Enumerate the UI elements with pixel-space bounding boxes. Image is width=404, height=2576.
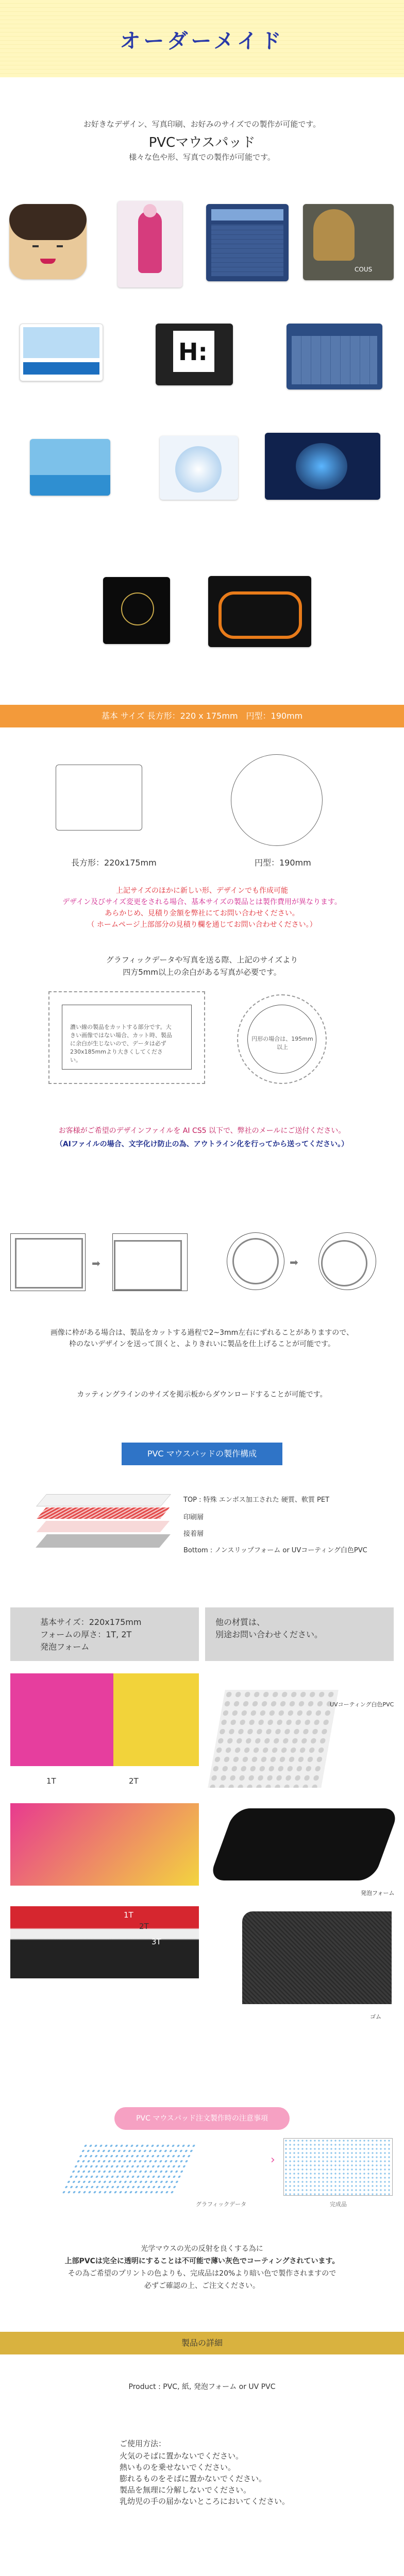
page-title: オーダーメイド: [120, 29, 284, 53]
circle-label: 円型：190mm: [255, 858, 311, 868]
circle-shape: [231, 754, 323, 846]
rect-shape: [56, 765, 142, 831]
sample-schedule-pad: [206, 204, 289, 281]
size-note-2: デザイン及びサイズ変更をされる場合、基本サイズの製品とは製作費用が異なります。: [62, 898, 342, 906]
foam-pad-sample: [209, 1808, 400, 1880]
finished-label: 完成品: [330, 2201, 347, 2208]
stack-1t: 1T: [124, 1910, 133, 1920]
caution-line-1: 光学マウスの光の反射を良くする為に: [141, 2245, 263, 2253]
sample-figure-pad: [117, 201, 182, 287]
detail-product: Product : PVC, 紙, 発泡フォーム or UV PVC: [128, 2383, 276, 2391]
foam-stack: [10, 1906, 199, 1978]
material-left-1: 基本サイズ：220x175mm: [40, 1617, 142, 1627]
sample-grid-pad: [287, 324, 382, 389]
material-left-box: [10, 1607, 199, 1661]
layer-4: Bottom : ノンスリップフォーム or UVコーティング白色PVC: [183, 1547, 367, 1554]
file-line-1: お客様がご希望のデザインファイルを AI CS5 以下で、弊社のメールにご送付ください。: [58, 1127, 346, 1135]
usage-title: ご使用方法：: [120, 2439, 166, 2448]
product-name: PVCマウスパッド: [148, 135, 256, 150]
size-note-4: （ ホームページ上部部分の見積り欄を通じてお問い合わせください。）: [87, 921, 317, 929]
sample-orange-pad: [208, 576, 311, 647]
finished-sample: [283, 2138, 393, 2196]
foam-sample-2: [10, 1803, 199, 1886]
intro-line-1: お好きなデザイン、写真印刷、お好みのサイズでの製作が可能です。: [83, 120, 321, 129]
caution-line-3: その為ご希望のプリントの色よりも、完成品は20%より暗い色で製作されますので: [68, 2269, 336, 2278]
caution-bar: PVC マウスパッド注文製作時の注意事項: [114, 2107, 290, 2130]
material-right-1: 他の材質は、: [215, 1617, 265, 1627]
file-line-2: （AIファイルの場合、文字化け防止の為、アウトライン化を行ってから送ってください。）: [55, 1140, 349, 1148]
structure-bar: PVC マウスパッドの製作構成: [122, 1443, 282, 1465]
label-rubber: ゴム: [370, 2013, 381, 2020]
usage-item: 膨れるものをそばに置かないでください。: [120, 2474, 267, 2483]
uv-pvc-sample: [208, 1690, 339, 1788]
circle-bleed-note: 円形の場合は、195mm以上: [251, 1036, 313, 1050]
size-note-1: 上記サイズのほかに新しい形、デザインでも作成可能: [116, 887, 288, 895]
frame-circle-after: [318, 1232, 376, 1290]
usage-item: 熱いものを乗せないでください。: [120, 2463, 236, 2472]
graphic-line-2: 四方5mm以上の余白がある写真が必要です。: [123, 968, 281, 977]
sample-hn-pad: [156, 324, 233, 385]
stack-3t: 3T: [152, 1937, 161, 1946]
sample-sky-pad: [30, 439, 110, 496]
sample-galaxy-pad: [265, 433, 380, 500]
material-left-3: 発泡フォーム: [40, 1642, 90, 1652]
intro-line-2: 様々な色や形、写真での製作が可能です。: [129, 152, 275, 162]
sample-card-pad: [20, 324, 103, 381]
sample-blackjack-pad: [160, 436, 238, 500]
sample-dark-pad: [103, 577, 170, 644]
foam-pink: [10, 1673, 119, 1766]
rect-label: 長方形：220x175mm: [71, 858, 157, 868]
usage-list: [120, 2450, 290, 2507]
layer-2: 印刷層: [183, 1514, 204, 1521]
foam-yellow: [113, 1673, 199, 1766]
graphic-line-1: グラフィックデータや写真を送る際、上記のサイズより: [106, 955, 298, 964]
label-foam: 発泡フォーム: [361, 1890, 395, 1896]
layer-3: 接着層: [183, 1530, 204, 1538]
basic-size-bar: 基本 サイズ 長方形：220 x 175mm 円型：190mm: [0, 705, 404, 727]
rubber-sample: [242, 1911, 392, 2004]
cut-line-3: カッティングラインのサイズを掲示板からダウンロードすることが可能です。: [77, 1391, 327, 1399]
cut-line-2: 枠のないデザインを送って頂くと、よりきれいに製品を仕上げることが可能です。: [69, 1340, 335, 1348]
sample-face-pad: [9, 204, 87, 279]
material-right-2: 別途お問い合わせください。: [215, 1630, 323, 1639]
chevron-right-icon: ›: [271, 2154, 275, 2166]
sample-photo-text: COUS: [355, 266, 373, 273]
size-note-3: あらかじめ、見積り金額を弊社にてお問い合わせください。: [105, 909, 299, 918]
detail-bar: 製品の詳細: [0, 2332, 404, 2354]
layer-diagram: [31, 1494, 175, 1556]
stack-2t: 2T: [139, 1922, 149, 1931]
label-1t: 1T: [46, 1776, 56, 1786]
caution-line-4: 必ずご確認の上、ご注文ください。: [144, 2282, 260, 2290]
usage-item: 火気のそばに置かないでください。: [120, 2451, 244, 2461]
rect-bleed-note: 濃い線の製品をカットする部分です。大きい画像ではない場合、カット時、製品に余白が生じないので、データは必ず230x185mmより大きくしてください。: [70, 1024, 172, 1063]
graphic-data-label: グラフィックデータ: [196, 2201, 247, 2208]
usage-item: 製品を無理に分解しないでください。: [120, 2485, 251, 2495]
sample-hn-text: H:: [178, 338, 208, 366]
frame-rect-before: [10, 1233, 86, 1291]
material-left-2: フォームの厚さ：1T, 2T: [40, 1630, 132, 1639]
arrow-icon: ➡: [290, 1256, 298, 1268]
usage-item: 乳幼児の手の届かないところにおいてください。: [120, 2497, 290, 2506]
frame-rect-after: [112, 1233, 188, 1291]
rect-bleed-guide: [48, 991, 205, 1084]
page-header: [0, 0, 404, 77]
label-2t: 2T: [129, 1776, 139, 1786]
graphic-data-sample: [60, 2143, 198, 2195]
arrow-icon: ➡: [92, 1257, 100, 1269]
circle-bleed-guide: [237, 994, 327, 1084]
sample-photo-pad: [303, 204, 394, 280]
material-right-box: [205, 1607, 394, 1661]
caution-line-2: 上部PVCは完全に透明にすることは不可能で薄い灰色でコーティングされています。: [64, 2257, 340, 2265]
layer-1: TOP : 特殊 エンボス加工された 硬質、軟質 PET: [183, 1496, 330, 1504]
frame-circle-before: [227, 1232, 284, 1290]
label-uv-pvc: UVコーティング白色PVC: [330, 1701, 394, 1708]
cut-line-1: 画像に枠がある場合は、製品をカットする過程で2~3mm左右にずれることがありますので、: [50, 1329, 354, 1337]
